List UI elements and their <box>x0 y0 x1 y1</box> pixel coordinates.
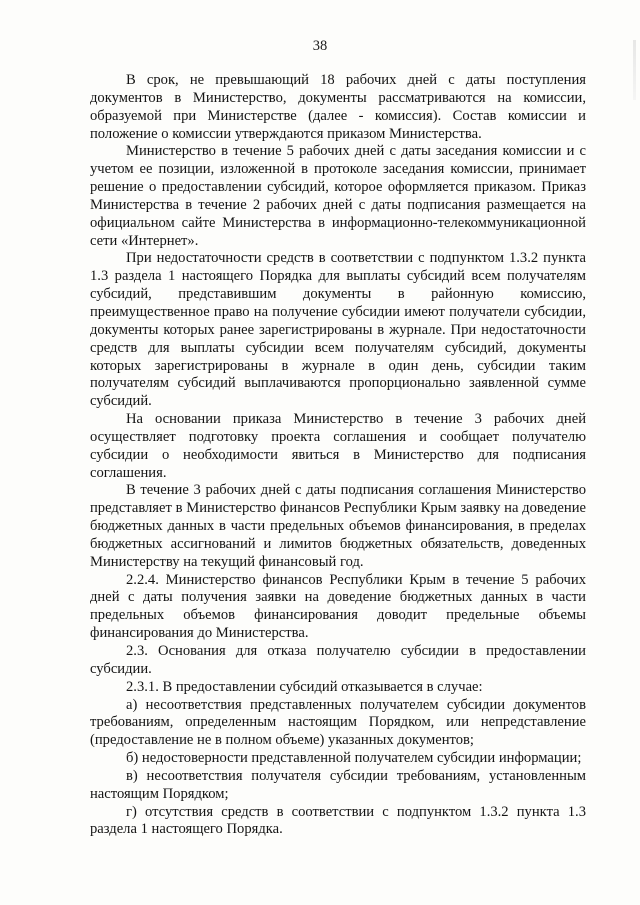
paragraph-2-3-1: 2.3.1. В предоставлении субсидий отказывается в случае: <box>126 678 483 695</box>
paragraph-agreement-preparation: На основании приказа Министерство в течение 3 рабочих дней осуществляет подготовку проекта соглашения и сообщает получателю субсидии о необходимости явиться в Министерство для подписания соглашения. <box>90 411 586 481</box>
list-item-v: в) несоответствия получателя субсидии требованиям, установленным настоящим Порядком; <box>90 767 586 802</box>
page-number: 38 <box>312 38 328 54</box>
paragraph-budget-request: В течение 3 рабочих дней с даты подписания соглашения Министерство представляет в Министерство финансов Республики Крым заявку на доведение бюджетных данных в части предельных объемов финансирования, в пределах бюджетных ассигнований и лимитов бюджетных обязательств, доведенных Министерству на текущий финансовый год. <box>90 482 586 570</box>
list-item-g: г) отсутствия средств в соответствии с подпунктом 1.3.2 пункта 1.3 раздела 1 настоящего Порядка. <box>90 803 586 838</box>
paragraph-decision: Министерство в течение 5 рабочих дней с даты заседания комиссии и с учетом ее позиции, изложенной в протоколе заседания комиссии, принимает решение о предоставлении субсидий, которое оформляется приказом. Приказ Министерства в течение 2 рабочих дней с даты подписания размещается на официальном сайте Министерства в информационно-телекоммуникационной сети «Интернет». <box>90 143 586 249</box>
paragraph-insufficient-funds: При недостаточности средств в соответствии с подпунктом 1.3.2 пункта 1.3 раздела 1 настоящего Порядка для выплаты субсидий всем получателям субсидий, представившим документы в районную комиссию, преимущественное право на получение субсидии имеют получатели субсидии, документы которых ранее зарегистрированы в журнале. При недостаточности средств для выплаты субсидии всем получателям субсидий, документы которых зарегистрированы в журнале в один день, субсидии таким получателям субсидий выплачиваются пропорционально заявленной сумме субсидий. <box>90 250 586 410</box>
document-body <box>90 72 586 839</box>
paragraph-2-3: 2.3. Основания для отказа получателю субсидии в предоставлении субсидии. <box>90 643 586 677</box>
paragraph-2-2-4: 2.2.4. Министерство финансов Республики Крым в течение 5 рабочих дней с даты получения заявки на доведение бюджетных данных в части предельных объемов финансирования доводит предельные объемы финансирования до Министерства. <box>90 571 586 642</box>
list-item-b: б) недостоверности представленной получателем субсидии информации; <box>126 750 582 767</box>
paragraph-review-term: В срок, не превышающий 18 рабочих дней с даты поступления документов в Министерство, документы рассматриваются на комиссии, образуемой при Министерстве (далее - комиссия). Состав комиссии и положение о комиссии утверждаются приказом Министерства. <box>90 72 586 142</box>
list-item-a: а) несоответствия представленных получателем субсидии документов требованиям, определенным настоящим Порядком, или непредставление (предоставление не в полном объеме) указанных документов; <box>90 696 586 749</box>
